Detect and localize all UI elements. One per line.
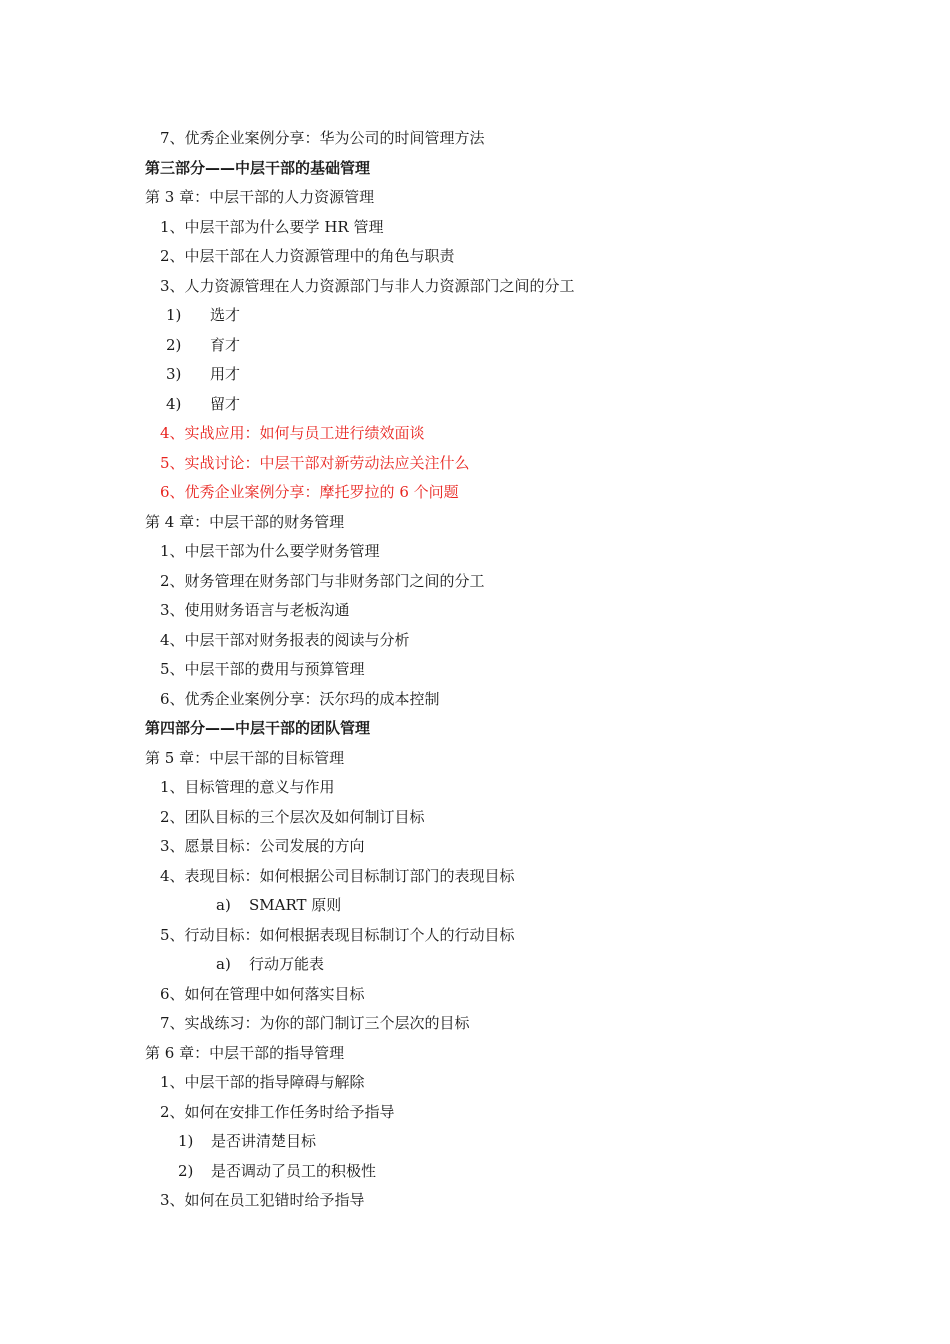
part-heading [0,154,950,184]
list-item [0,921,950,951]
line-text: 行动万能表 [249,955,325,973]
line-text: 2、团队目标的三个层次及如何制订目标 [160,807,425,826]
line-text: 第 6 章：中层干部的指导管理 [145,1043,345,1062]
list-marker: 4) [166,394,182,413]
line-text: 6、优秀企业案例分享：沃尔玛的成本控制 [160,689,440,708]
line-text: 3、人力资源管理在人力资源部门与非人力资源部门之间的分工 [160,276,575,295]
list-item [0,832,950,862]
chapter-heading [0,508,950,538]
highlighted-list-item [0,478,950,508]
line-text: 3、如何在员工犯错时给予指导 [160,1191,365,1209]
sub-list-item [0,390,950,420]
list-item [0,1098,950,1128]
line-text: 1、中层干部的指导障碍与解除 [160,1073,365,1091]
line-text: 2、中层干部在人力资源管理中的角色与职责 [160,247,455,265]
chapter-heading [0,1039,950,1069]
line-text: 2、如何在安排工作任务时给予指导 [160,1102,395,1121]
line-text: 7、实战练习：为你的部门制订三个层次的目标 [160,1014,470,1032]
line-text: 5、实战讨论：中层干部对新劳动法应关注什么 [160,453,470,472]
sub-list-item [0,301,950,331]
line-text: 6、如何在管理中如何落实目标 [160,984,365,1003]
list-item [0,685,950,715]
list-item [0,242,950,272]
list-item [0,272,950,302]
document-body [0,124,950,1216]
list-item [0,1009,950,1039]
list-marker: 2) [178,1161,194,1180]
line-text: 第四部分——中层干部的团队管理 [145,719,371,737]
list-item [0,773,950,803]
list-item [0,596,950,626]
list-marker: a) [216,955,231,973]
highlighted-list-item [0,449,950,479]
highlighted-list-item [0,419,950,449]
list-item [0,862,950,892]
line-text: 1、中层干部为什么要学 HR 管理 [160,217,384,236]
chapter-heading [0,744,950,774]
line-text: 第 5 章：中层干部的目标管理 [145,748,345,767]
list-item [0,626,950,656]
list-item [0,213,950,243]
line-text: 2、财务管理在财务部门与非财务部门之间的分工 [160,571,485,590]
line-text: 6、优秀企业案例分享：摩托罗拉的 6 个问题 [160,483,459,501]
line-text: 1、中层干部为什么要学财务管理 [160,542,380,560]
line-text: 用才 [210,365,241,383]
list-marker: 2) [166,335,182,354]
line-text: 4、实战应用：如何与员工进行绩效面谈 [160,424,425,442]
line-text: 第 4 章：中层干部的财务管理 [145,512,345,531]
list-item [0,803,950,833]
line-text: 1、目标管理的意义与作用 [160,778,335,796]
line-text: 留才 [210,394,241,413]
list-item [0,655,950,685]
list-item [0,567,950,597]
alpha-list-item [0,891,950,921]
line-text: 选才 [210,306,241,324]
list-marker: a) [216,896,231,914]
line-text: 4、中层干部对财务报表的阅读与分析 [160,630,410,649]
line-text: 第三部分——中层干部的基础管理 [145,158,371,177]
list-item [0,980,950,1010]
line-text: 是否讲清楚目标 [211,1132,317,1150]
line-text: 4、表现目标：如何根据公司目标制订部门的表现目标 [160,866,515,885]
line-text: 第 3 章：中层干部的人力资源管理 [145,188,375,206]
list-item [0,1186,950,1216]
line-text: SMART 原则 [249,896,342,914]
sub-list-item [0,360,950,390]
sub-list-item [0,1157,950,1187]
line-text: 是否调动了员工的积极性 [211,1161,377,1180]
list-item [0,537,950,567]
list-marker: 1) [166,306,182,324]
chapter-heading [0,183,950,213]
line-text: 3、使用财务语言与老板沟通 [160,601,350,619]
alpha-list-item [0,950,950,980]
list-item [0,124,950,154]
line-text: 育才 [210,335,241,354]
line-text: 7、优秀企业案例分享：华为公司的时间管理方法 [160,129,485,147]
part-heading [0,714,950,744]
line-text: 5、中层干部的费用与预算管理 [160,660,365,678]
sub-list-item [0,331,950,361]
list-marker: 3) [166,365,182,383]
list-item [0,1068,950,1098]
line-text: 5、行动目标：如何根据表现目标制订个人的行动目标 [160,925,515,944]
sub-list-item [0,1127,950,1157]
line-text: 3、愿景目标：公司发展的方向 [160,837,365,855]
list-marker: 1) [178,1132,194,1150]
